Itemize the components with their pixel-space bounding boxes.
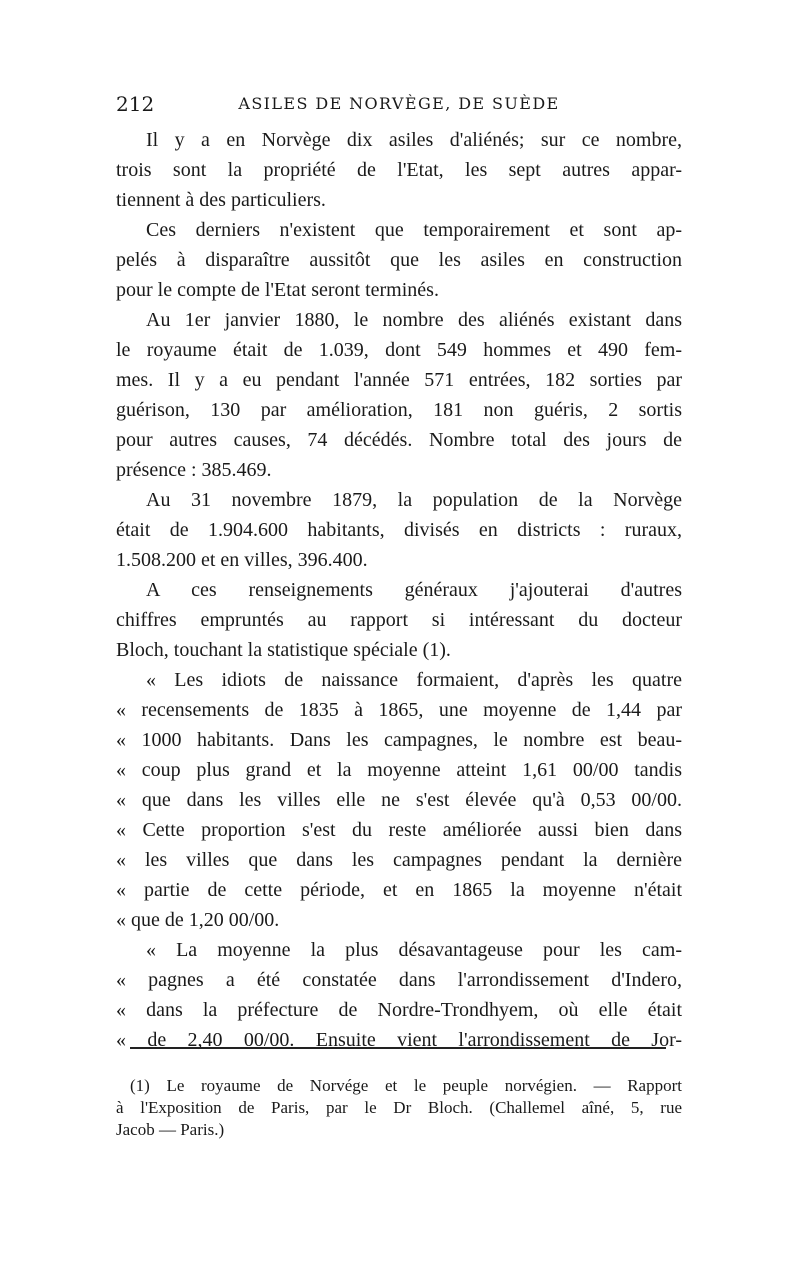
body-line: « pagnes a été constatée dans l'arrondissement d'Indero, [116, 969, 682, 991]
body-line: pour autres causes, 74 décédés. Nombre total des jours de [116, 429, 682, 451]
footnote-line: Jacob — Paris.) [116, 1120, 225, 1139]
body-line: « les villes que dans les campagnes pendant la dernière [116, 849, 682, 871]
body-line: Bloch, touchant la statistique spéciale (1). [116, 639, 451, 661]
body-line: « Les idiots de naissance formaient, d'après les quatre [146, 669, 682, 691]
body-line: trois sont la propriété de l'Etat, les sept autres appar- [116, 159, 682, 181]
page-number: 212 [116, 92, 155, 116]
body-line: pour le compte de l'Etat seront terminés. [116, 279, 439, 301]
body-line: « partie de cette période, et en 1865 la moyenne n'était [116, 879, 682, 901]
body-line: A ces renseignements généraux j'ajouterai d'autres [146, 579, 682, 601]
body-line: « que de 1,20 00/00. [116, 909, 280, 931]
body-line: Il y a en Norvège dix asiles d'aliénés; sur ce nombre, [146, 129, 682, 151]
body-line: guérison, 130 par amélioration, 181 non guéris, 2 sortis [116, 399, 682, 421]
body-line: « coup plus grand et la moyenne atteint 1,61 00/00 tandis [116, 759, 682, 781]
body-line: « que dans les villes elle ne s'est élevée qu'à 0,53 00/00. [116, 789, 682, 811]
footnote-line: (1) Le royaume de Norvége et le peuple norvégien. — Rapport [130, 1076, 682, 1095]
body-line: 1.508.200 et en villes, 396.400. [116, 549, 368, 571]
running-head [116, 92, 682, 118]
body-line: « 1000 habitants. Dans les campagnes, le nombre est beau- [116, 729, 682, 751]
body-line: le royaume était de 1.039, dont 549 hommes et 490 fem- [116, 339, 682, 361]
body-line: Au 31 novembre 1879, la population de la Norvège [146, 489, 682, 511]
body-line: « de 2,40 00/00. Ensuite vient l'arrondissement de Jor- [116, 1029, 682, 1051]
body-line: Au 1er janvier 1880, le nombre des aliénés existant dans [146, 309, 682, 331]
body-line: présence : 385.469. [116, 459, 272, 481]
body-line: était de 1.904.600 habitants, divisés en districts : ruraux, [116, 519, 682, 541]
body-line: pelés à disparaître aussitôt que les asiles en construction [116, 249, 682, 271]
body-line: mes. Il y a eu pendant l'année 571 entrées, 182 sorties par [116, 369, 682, 391]
body-line: Ces derniers n'existent que temporairement et sont ap- [146, 219, 682, 241]
footnote-line: à l'Exposition de Paris, par le Dr Bloch. (Challemel aîné, 5, rue [116, 1098, 682, 1117]
footnote-rule [130, 1047, 666, 1049]
body-line: « recensements de 1835 à 1865, une moyenne de 1,44 par [116, 699, 682, 721]
running-title: ASILES DE NORVÈGE, DE SUÈDE [238, 94, 560, 113]
body-line: « dans la préfecture de Nordre-Trondhyem, où elle était [116, 999, 682, 1021]
body-line: chiffres empruntés au rapport si intéressant du docteur [116, 609, 682, 631]
body-line: « Cette proportion s'est du reste améliorée aussi bien dans [116, 819, 682, 841]
body-line: tiennent à des particuliers. [116, 189, 326, 211]
body-line: « La moyenne la plus désavantageuse pour les cam- [146, 939, 682, 961]
